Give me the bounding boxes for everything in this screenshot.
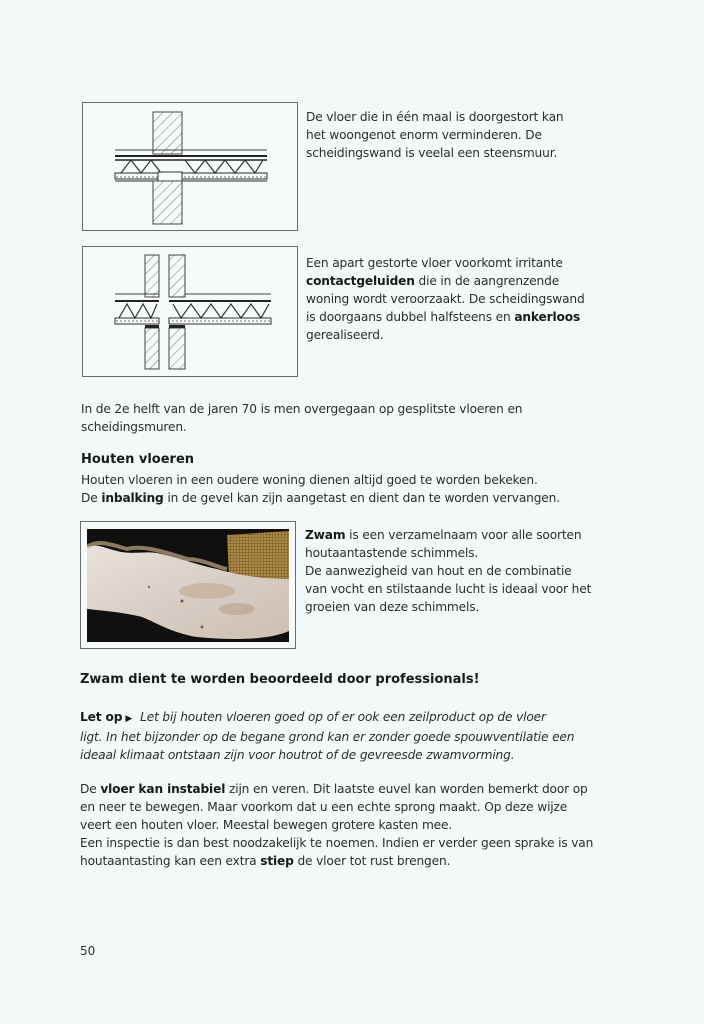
caption-line: gerealiseerd.	[306, 328, 384, 342]
houten-vloeren-paragraph	[81, 471, 641, 507]
caption-line: groeien van deze schimmels.	[305, 600, 480, 614]
upper-left-wall	[145, 255, 159, 297]
caption-line	[306, 308, 616, 326]
let-op-label: Let op	[80, 710, 123, 724]
lower-wall	[153, 181, 182, 224]
paragraph-line: en neer te bewegen. Maar voorkom dat u een echte sprong maakt. Op deze wijze	[80, 800, 568, 814]
note-line	[80, 708, 620, 728]
paragraph-line	[80, 852, 640, 870]
caption-line: scheidingswand is veelal een steensmuur.	[306, 146, 558, 160]
figure-1-caption	[306, 108, 616, 162]
paragraph-text: De	[80, 782, 101, 796]
lower-left-wall	[145, 328, 159, 369]
arrow-right-icon: ▶	[125, 714, 133, 724]
caption-text: is een verzamelnaam voor alle soorten	[345, 528, 582, 542]
caption-text: die in de aangrenzende	[414, 274, 560, 288]
note-line: ideaal klimaat ontstaan zijn voor houtrot of de gevreesde zwamvorming.	[80, 748, 515, 762]
paragraph-text: in de gevel kan zijn aangetast en dient dan te worden vervangen.	[163, 491, 560, 505]
page-number: 50	[80, 944, 96, 958]
bold-term-stiep: stiep	[260, 854, 294, 868]
figure-2-caption	[306, 254, 616, 344]
note-text: Let bij houten vloeren goed op of er ook een zeilproduct op de vloer	[140, 710, 546, 724]
caption-line	[306, 272, 616, 290]
paragraph-line	[81, 489, 641, 507]
paragraph-line: veert een houten vloer. Meestal bewegen grotere kasten mee.	[80, 818, 453, 832]
paragraph-line: In de 2e helft van de jaren 70 is men overgegaan op gesplitste vloeren en	[81, 402, 523, 416]
caption-line: De vloer die in één maal is doorgestort kan	[306, 110, 564, 124]
bold-term-zwam: Zwam	[305, 528, 346, 542]
section-heading-houten-vloeren: Houten vloeren	[81, 452, 195, 467]
floor-wall-section-drawing	[83, 103, 297, 230]
bold-term-ankerloos: ankerloos	[514, 310, 581, 324]
figure-3-caption	[305, 526, 625, 616]
split-floor-diagram	[82, 246, 298, 377]
paragraph-line: Houten vloeren in een oudere woning dienen altijd goed te worden bekeken.	[81, 473, 538, 487]
note-line: ligt. In het bijzonder op de begane grond kan er zonder goede spouwventilatie een	[80, 730, 575, 744]
bold-term-inbalking: inbalking	[101, 491, 164, 505]
upper-wall	[153, 112, 182, 154]
split-floor-section-drawing	[83, 247, 297, 376]
zwam-photo	[80, 521, 296, 649]
paragraph-text: houtaantasting kan een extra	[80, 854, 261, 868]
vloer-instabiel-paragraph	[80, 780, 640, 870]
upper-right-wall	[169, 255, 185, 297]
paragraph-text: zijn en veren. Dit laatste euvel kan worden bemerkt door op	[225, 782, 588, 796]
paragraph-line	[80, 780, 640, 798]
caption-line: Een apart gestorte vloer voorkomt irritante	[306, 256, 563, 270]
caption-line: van vocht en stilstaande lucht is ideaal voor het	[305, 582, 592, 596]
intro-paragraph	[81, 400, 621, 436]
caption-line: het woongenot enorm verminderen. De	[306, 128, 542, 142]
fungus-photo-image	[87, 529, 289, 642]
lower-right-wall	[169, 328, 185, 369]
bold-term-vloer-kan-instabiel: vloer kan instabiel	[100, 782, 226, 796]
caption-text: is doorgaans dubbel halfsteens en	[306, 310, 515, 324]
paragraph-text: De	[81, 491, 102, 505]
paragraph-text: de vloer tot rust brengen.	[293, 854, 451, 868]
caption-line: De aanwezigheid van hout en de combinatie	[305, 564, 572, 578]
caption-line: houtaantastende schimmels.	[305, 546, 479, 560]
zwam-warning-heading: Zwam dient te worden beoordeeld door professionals!	[80, 672, 480, 687]
caption-line	[305, 526, 625, 544]
paragraph-line: Een inspectie is dan best noodzakelijk te noemen. Indien er verder geen sprake is van	[80, 836, 594, 850]
let-op-note	[80, 708, 620, 764]
caption-line: woning wordt veroorzaakt. De scheidingswand	[306, 292, 585, 306]
paragraph-line: scheidingsmuren.	[81, 420, 187, 434]
monolithic-floor-diagram	[82, 102, 298, 231]
bold-term-contactgeluiden: contactgeluiden	[306, 274, 415, 288]
